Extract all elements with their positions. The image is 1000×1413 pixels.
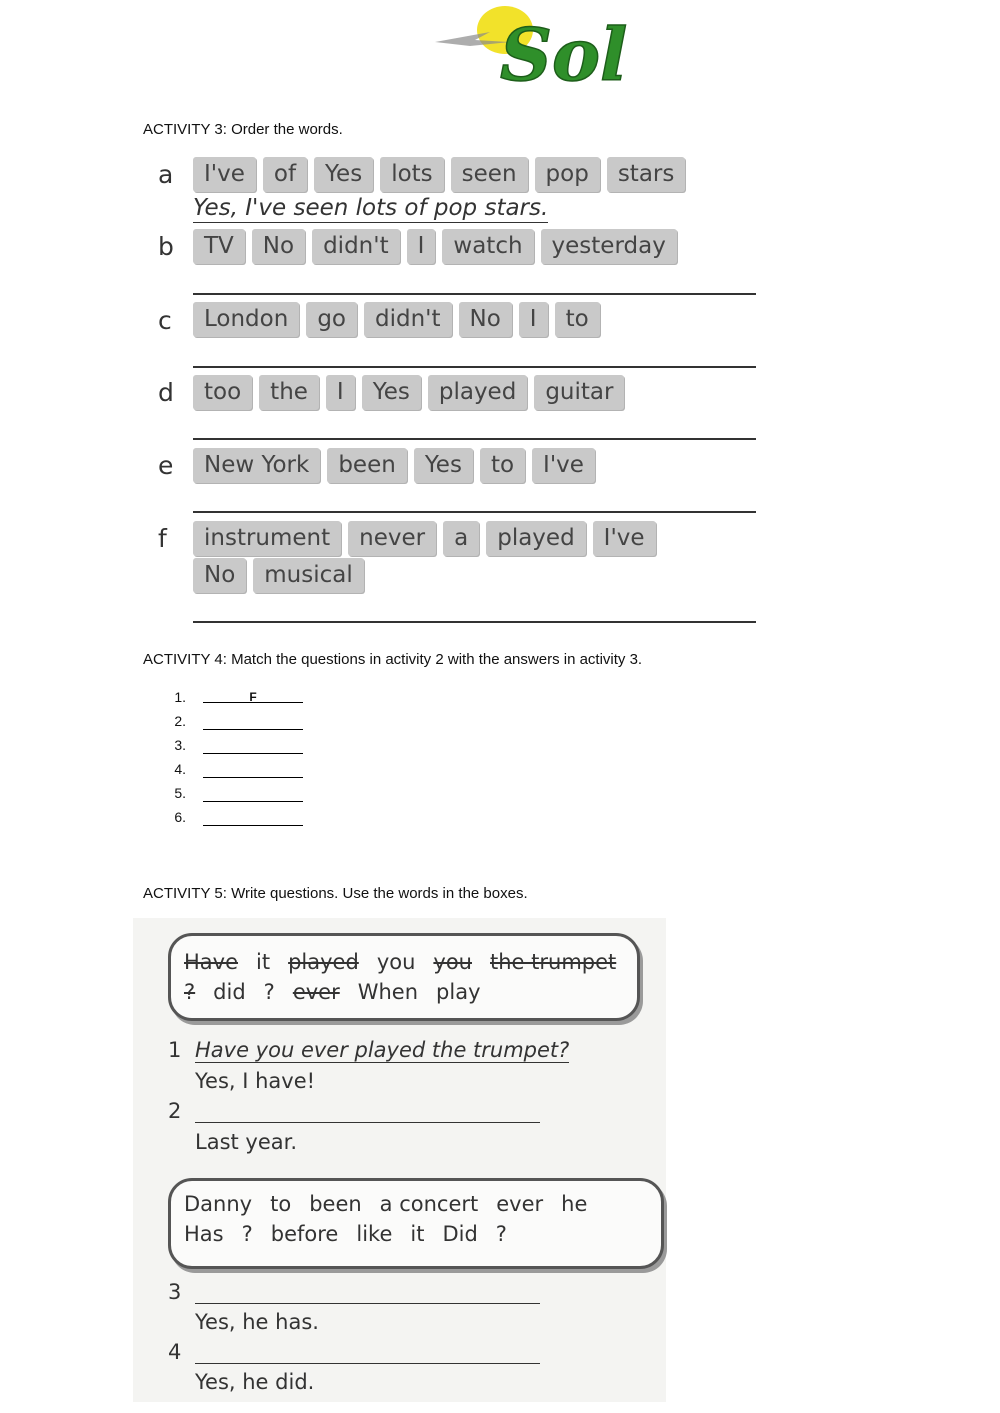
word-tile: seen [451,157,528,192]
box-word: like [356,1222,393,1246]
match-blank[interactable] [203,717,303,730]
word-tile: instrument [193,521,341,556]
word-tile: I [519,302,548,337]
match-blank[interactable] [203,741,303,754]
box-word: it [256,950,271,974]
box-word: you [376,950,416,974]
word-tile: yesterday [541,229,677,264]
word-tile: to [555,302,600,337]
word-tile: London [193,302,299,337]
word-tile: No [459,302,512,337]
word-box-row [184,980,481,1004]
model-answer: Yes, I've seen lots of pop stars. [193,195,549,221]
word-tile: No [252,229,305,264]
box-word: you [433,950,472,974]
list-number: 4. [174,761,186,777]
answer-line[interactable] [193,438,756,440]
word-tile: guitar [534,375,624,410]
question-line[interactable] [195,1363,540,1364]
question-line[interactable] [195,1303,540,1304]
activity4-heading: ACTIVITY 4: Match the questions in activity 2 with the answers in activity 3. [143,651,643,668]
answer-line[interactable] [193,621,756,623]
word-tile: New York [193,448,320,483]
activity5-heading: ACTIVITY 5: Write questions. Use the words in the boxes. [143,885,528,902]
word-tile: of [263,157,307,192]
word-tile: didn't [312,229,400,264]
box-word: Danny [184,1192,253,1216]
word-tile: I've [593,521,656,556]
box-word: ? [184,980,196,1004]
word-tiles [193,375,624,410]
word-box [168,933,640,1021]
match-blank[interactable] [203,813,303,826]
word-tile: too [193,375,252,410]
box-word: to [270,1192,292,1216]
question-number: 4 [168,1340,182,1364]
word-tile: No [193,558,246,593]
box-word: ? [241,1222,253,1246]
item-letter: a [158,160,174,189]
word-tile: I [326,375,355,410]
word-tile: the [259,375,319,410]
box-word: When [357,980,419,1004]
word-tile: pop [535,157,600,192]
word-tile: played [428,375,527,410]
box-word: ever [292,980,340,1004]
match-blank[interactable] [203,765,303,778]
item-letter: f [158,524,167,553]
question-number: 1 [168,1038,182,1062]
box-word: Did [442,1222,478,1246]
word-tiles [193,521,656,556]
word-box-row [184,950,616,974]
box-word: Have [184,950,239,974]
word-tile: I [407,229,436,264]
word-tile: to [480,448,525,483]
box-word: ever [496,1192,544,1216]
answer-line[interactable] [193,511,756,513]
word-tile: never [348,521,436,556]
given-answer: Yes, he has. [195,1310,319,1334]
word-tile: Yes [314,157,373,192]
item-letter: d [158,378,174,407]
word-tiles [193,229,677,264]
model-question: Have you ever played the trumpet? [195,1038,570,1062]
list-number: 5. [174,785,186,801]
item-letter: c [158,306,172,335]
word-tile: didn't [364,302,452,337]
box-word: a concert [379,1192,479,1216]
answer-line[interactable] [193,366,756,368]
word-tile: musical [253,558,364,593]
box-word: ? [263,980,275,1004]
box-word: played [288,950,359,974]
word-tile: lots [380,157,443,192]
word-tile: a [443,521,479,556]
box-word: it [410,1222,425,1246]
list-number: 1. [174,689,186,705]
logo-text: Sol [500,12,628,94]
box-word: ? [495,1222,507,1246]
word-tile: Yes [362,375,421,410]
item-letter: b [158,232,174,261]
word-tile: I've [532,448,595,483]
word-box-row [184,1192,587,1216]
word-tiles [193,448,595,483]
word-tiles [193,302,600,337]
list-number: 3. [174,737,186,753]
question-number: 2 [168,1099,182,1123]
given-answer: Yes, I have! [195,1069,316,1093]
sol-logo [430,2,640,94]
box-word: before [270,1222,339,1246]
box-word: been [309,1192,362,1216]
question-line[interactable] [195,1122,540,1123]
box-word: play [436,980,481,1004]
word-tile: go [306,302,357,337]
word-tile: stars [607,157,686,192]
given-answer: Yes, he did. [195,1370,315,1394]
item-letter: e [158,451,174,480]
answer-line[interactable] [193,293,756,295]
given-answer: Last year. [195,1130,298,1154]
word-tiles [193,558,364,593]
word-tile: Yes [414,448,473,483]
match-blank[interactable] [203,789,303,802]
list-number: 2. [174,713,186,729]
word-tiles [193,157,685,192]
box-word: did [213,980,246,1004]
activity3-heading: ACTIVITY 3: Order the words. [143,121,343,138]
list-number: 6. [174,809,186,825]
word-tile: played [486,521,585,556]
match-blank[interactable]: F [203,690,303,703]
word-tile: been [327,448,406,483]
word-tile: TV [193,229,245,264]
question-number: 3 [168,1280,182,1304]
box-word: the trumpet [490,950,617,974]
word-box-row [184,1222,507,1246]
box-word: Has [184,1222,224,1246]
word-tile: watch [442,229,533,264]
word-tile: I've [193,157,256,192]
box-word: he [561,1192,588,1216]
